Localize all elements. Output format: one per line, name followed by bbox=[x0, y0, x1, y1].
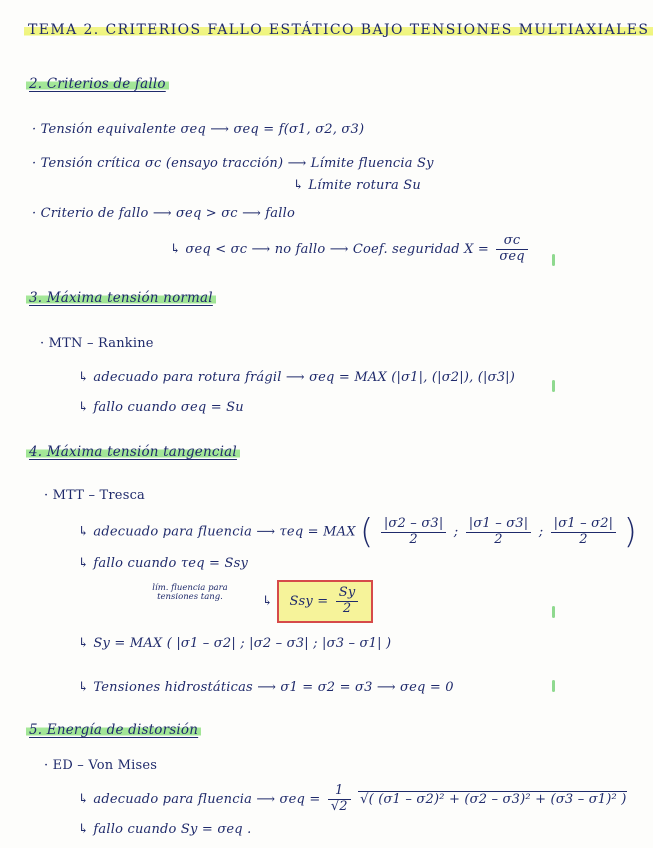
fraction-denominator: σeq bbox=[499, 248, 525, 264]
s2-line-failure-criterion: · Criterio de fallo ⟶ σeq > σc ⟶ fallo bbox=[32, 206, 295, 221]
s5-line-failure: ↳ fallo cuando Sy = σeq . bbox=[78, 822, 252, 837]
section-4-heading-text: 4. Máxima tensión tangencial bbox=[26, 444, 240, 460]
s5-formula-prefix: ↳ adecuado para fluencia ⟶ σeq = bbox=[78, 791, 321, 807]
s4-line-ssy-box bbox=[262, 580, 373, 623]
margin-mark bbox=[552, 680, 555, 692]
von-mises-root: √( (σ1 – σ2)² + (σ2 – σ3)² + (σ3 – σ1)² ) bbox=[360, 791, 627, 807]
s3-line-brittle: ↳ adecuado para rotura frágil ⟶ σeq = MAX (|σ1|, (|σ2|), (|σ3|) bbox=[78, 370, 516, 385]
s2-line-safety-factor bbox=[170, 234, 531, 265]
s5-line-von-mises: · ED – Von Mises bbox=[44, 758, 158, 773]
s2-line-rupture-limit: ↳ Límite rotura Su bbox=[293, 178, 421, 193]
page-title-text: TEMA 2. CRITERIOS FALLO ESTÁTICO BAJO TENSIONES MULTIAXIALES bbox=[24, 22, 653, 38]
fraction-numerator: |σ2 – σ3| bbox=[381, 517, 447, 533]
margin-mark bbox=[552, 254, 555, 266]
fraction-numerator: σc bbox=[496, 234, 528, 250]
tresca-fraction-1 bbox=[381, 517, 447, 548]
section-5-heading bbox=[26, 722, 201, 738]
s3-line-failure-su: ↳ fallo cuando σeq = Su bbox=[78, 400, 244, 415]
margin-mark bbox=[552, 380, 555, 392]
separator: ; bbox=[453, 524, 459, 540]
safety-factor-fraction bbox=[496, 234, 528, 265]
page-title bbox=[24, 22, 653, 38]
fraction-denominator: 2 bbox=[494, 531, 503, 547]
von-mises-coefficient bbox=[328, 784, 351, 815]
fraction-denominator: 2 bbox=[579, 531, 588, 547]
fraction-numerator: |σ1 – σ3| bbox=[466, 517, 532, 533]
s3-line-rankine: · MTN – Rankine bbox=[40, 336, 154, 351]
section-4-heading bbox=[26, 444, 240, 460]
s4-line-tresca-formula bbox=[78, 512, 637, 552]
fraction-numerator: 1 bbox=[328, 784, 351, 800]
s2-safety-factor-text: ↳ σeq < σc ⟶ no fallo ⟶ Coef. seguridad X = bbox=[170, 241, 489, 257]
left-paren: ( bbox=[360, 512, 374, 552]
box-lhs: Ssy = bbox=[289, 593, 329, 609]
s4-line-failure-ssy: ↳ fallo cuando τeq = Ssy bbox=[78, 556, 249, 571]
s2-line-critical-stress: · Tensión crítica σc (ensayo tracción) ⟶ Límite fluencia Sy bbox=[32, 156, 434, 171]
section-2-heading bbox=[26, 76, 169, 92]
tresca-fraction-2 bbox=[466, 517, 532, 548]
fraction-numerator: |σ1 – σ2| bbox=[551, 517, 617, 533]
fraction-numerator: Sy bbox=[336, 586, 359, 602]
tresca-fraction-3 bbox=[551, 517, 617, 548]
s4-line-tresca: · MTT – Tresca bbox=[44, 488, 146, 503]
margin-mark bbox=[552, 606, 555, 618]
fraction-denominator: 2 bbox=[342, 600, 352, 616]
right-paren: ) bbox=[623, 512, 638, 552]
ssy-fraction bbox=[336, 586, 359, 617]
section-2-heading-text: 2. Criterios de fallo bbox=[26, 76, 169, 92]
separator: ; bbox=[538, 524, 544, 540]
s5-line-von-mises-formula bbox=[78, 784, 627, 815]
section-3-heading-text: 3. Máxima tensión normal bbox=[26, 290, 216, 306]
fraction-denominator: √2 bbox=[330, 798, 348, 814]
s4-line-sy-max: ↳ Sy = MAX ( |σ1 – σ2| ; |σ2 – σ3| ; |σ3 – σ1| ) bbox=[78, 636, 392, 651]
s4-side-note: lím. fluencia para tensiones tang. bbox=[152, 583, 228, 603]
s2-line-equivalent-stress: · Tensión equivalente σeq ⟶ σeq = f(σ1, σ2, σ3) bbox=[32, 122, 365, 137]
fraction-denominator: 2 bbox=[409, 531, 418, 547]
s4-formula-prefix: ↳ adecuado para fluencia ⟶ τeq = MAX bbox=[78, 524, 356, 540]
s4-line-hydrostatic: ↳ Tensiones hidrostáticas ⟶ σ1 = σ2 = σ3 ⟶ σeq = 0 bbox=[78, 680, 454, 695]
ssy-highlight-box bbox=[277, 580, 373, 623]
arrow-glyph: ↳ bbox=[262, 593, 274, 609]
section-5-heading-text: 5. Energía de distorsión bbox=[26, 722, 201, 738]
section-3-heading bbox=[26, 290, 216, 306]
